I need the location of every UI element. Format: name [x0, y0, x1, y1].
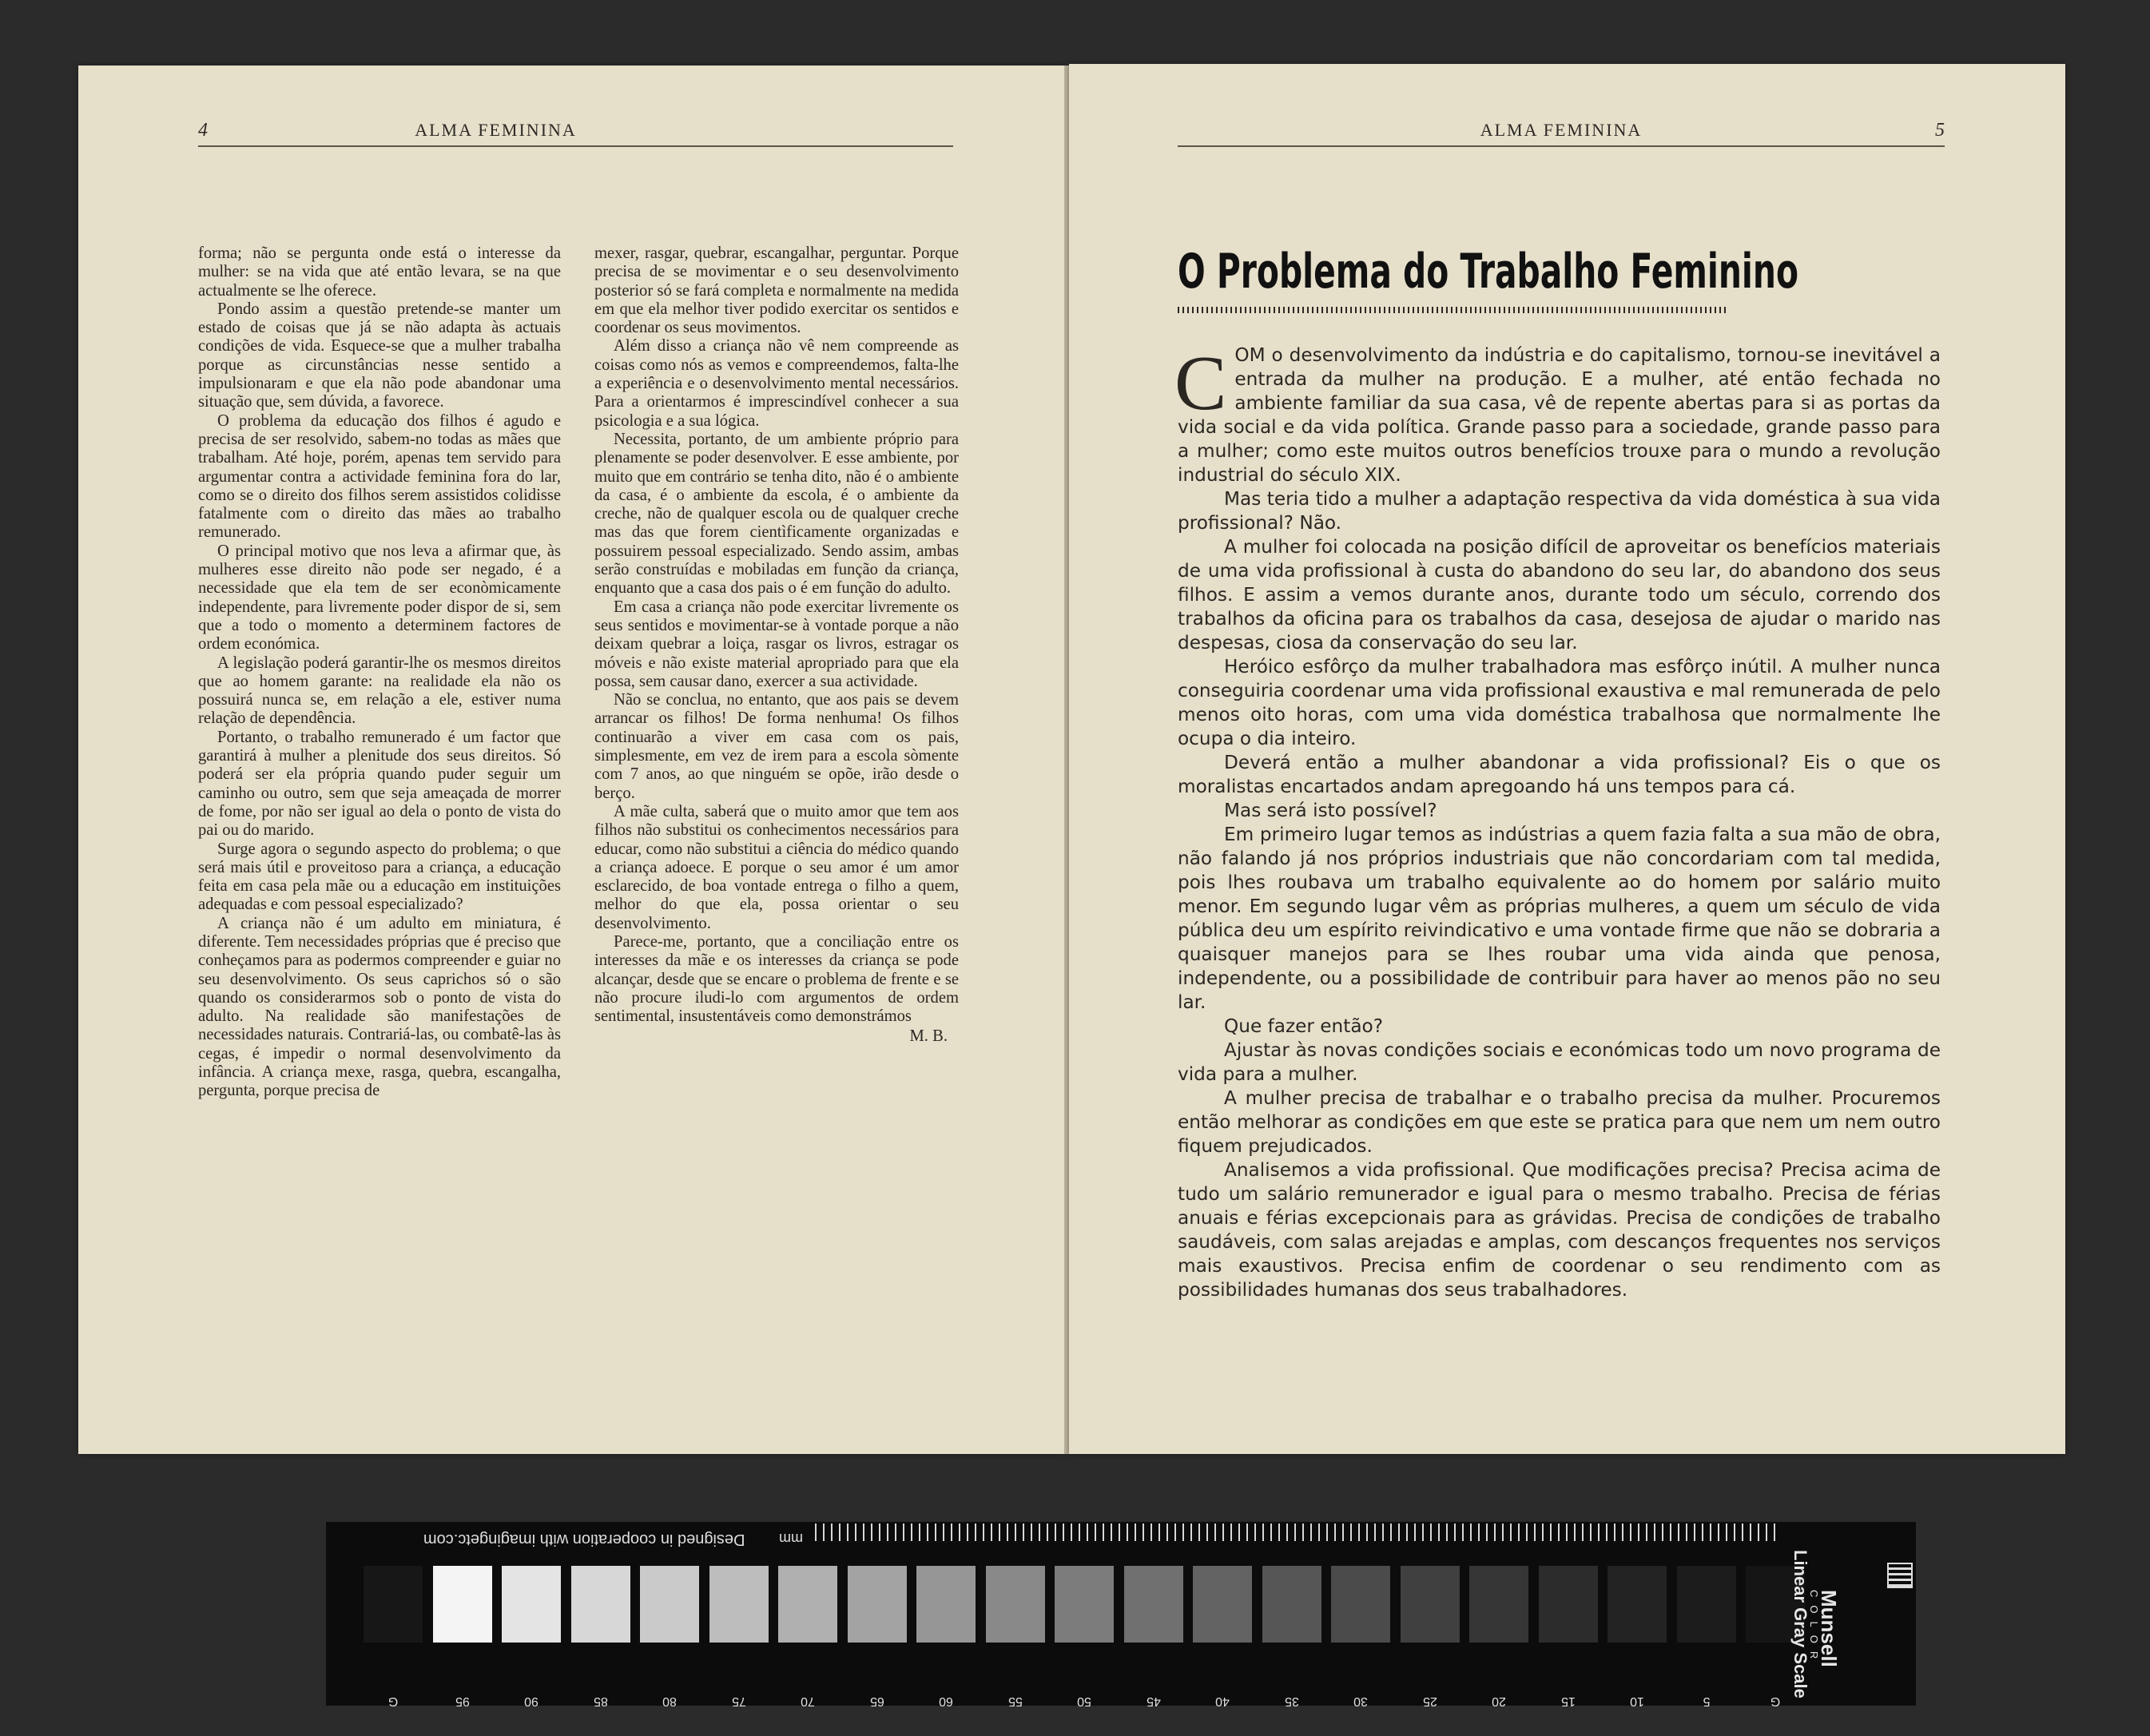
gray-patch [1539, 1566, 1598, 1643]
gray-patch [1055, 1566, 1114, 1643]
gray-patch [1401, 1566, 1460, 1643]
brand-name: Munsell [1817, 1590, 1841, 1667]
gray-patch [848, 1566, 907, 1643]
paragraph: Mas será isto possível? [1224, 800, 1437, 821]
right-running-head [1178, 120, 1945, 147]
paragraph: forma; não se pergunta onde está o interesse da mulher: se na vida que até então levara, se na que actualmente se lhe oferece. [198, 244, 561, 300]
gray-patch-label: 5 [1703, 1694, 1710, 1708]
author-signature: M. B. [909, 1027, 948, 1046]
paragraph [1174, 340, 1941, 487]
paragraph: mexer, rasgar, quebrar, escangalhar, perguntar. Porque precisa de se movimentar e o seu desenvolvimento posterior só se fará completa e normalmente na medida em que ela melhor tiver podido exercitar os sentidos e coordenar os seus movimentos. [594, 244, 959, 337]
paragraph: Analisemos a vida profissional. Que modificações precisa? Precisa acima de tudo um salário remunerador e igual para o mesmo trabalho. Precisa de férias anuais e férias excepcionais para as grávidas. Precisa de condições de trabalho saudáveis, com salas arejadas e amplas, com descanços frequentes nos serviços mais exaustivos. Precisa enfim de coordenar o seu rendimento com as possibilidades humanas dos seus trabalhadores. [1178, 1159, 1941, 1301]
paragraph: Heróico esfôrço da mulher trabalhadora mas esfôrço inútil. A mulher nunca conseguiria coordenar uma vida profissional exaustiva e mal remunerada de pelo menos oito horas, com uma vida doméstica trabalhosa que normalmente lhe ocupa o dia inteiro. [1178, 656, 1941, 749]
scale-name: Linear Gray Scale [1790, 1550, 1810, 1698]
gray-patch-label: 50 [1077, 1694, 1091, 1708]
gray-patch [640, 1566, 699, 1643]
gray-patch [1193, 1566, 1252, 1643]
gray-patch-label: 65 [869, 1694, 884, 1708]
gray-patch-label: 60 [939, 1694, 953, 1708]
right-running-title: ALMA FEMININA [1480, 120, 1643, 140]
gray-patch [433, 1566, 492, 1643]
card-credit: Designed in cooperation with imagingetc.com [423, 1531, 745, 1548]
gray-patch-label: 35 [1284, 1694, 1299, 1708]
gray-patch [709, 1566, 769, 1643]
gray-patch [1262, 1566, 1321, 1643]
gray-patch-label: 85 [593, 1694, 608, 1708]
paragraph: A mulher foi colocada na posição difícil de aproveitar os benefícios materiais de uma vida profissional à custa do abandono do seu lar, do abandono dos seus filhos. E assim a vemos durante anos, durante todo um século, correndo dos trabalhos da oficina para os trabalhos da casa, desejosa de ajudar o marido nas despesas, ciosa da conservação do seu lar. [1178, 536, 1941, 653]
ruler-unit: mm [779, 1531, 803, 1547]
paragraph: O problema da educação dos filhos é agudo e precisa de ser resolvido, sabem-no todas as mães que trabalham. Até hoje, porém, apenas tem servido para argumentar contra a actividade feminina fora do lar, como se o direito dos filhos serem assistidos colidisse fatalmente com o direito das mães ao trabalho remunerado. [198, 411, 561, 542]
paragraph: Em casa a criança não pode exercitar livremente os seus sentidos e movimentar-se à vontade porque a não deixam quebrar a loiça, rasgar os livros, estragar os móveis e não existe material apropriado para que ela possa, sem causar dano, exercer a sua actividade. [594, 598, 959, 690]
gray-patch [1469, 1566, 1528, 1643]
gray-patch [1608, 1566, 1667, 1643]
gray-patch [1677, 1566, 1736, 1643]
gray-patch-label: 45 [1146, 1694, 1161, 1708]
gray-patch [986, 1566, 1045, 1643]
paragraph: Em primeiro lugar temos as indústrias a quem fazia falta a sua mão de obra, não falando já nos próprios industriais que não concordariam com tal medida, pois lhes roubava um trabalho equivalente ao do homem por salário muito menor. Em segundo lugar vêm as próprias mulheres, a quem um século de vida pública deu um espírito reivindicativo e uma vontade firme que não se dobraria a quaisquer manejos para se lhes roubar uma vida ainda que penosa, independente, ou a possibilidade de contribuir para haver ao menos pão no seu lar. [1178, 824, 1941, 1013]
right-page-number: 5 [1935, 120, 1945, 141]
gray-patch-label: 25 [1422, 1694, 1437, 1708]
gray-patch-label: G [1770, 1694, 1781, 1708]
gray-patch-label: 80 [662, 1694, 677, 1708]
article-title: O Problema do Trabalho Feminino [1178, 244, 1798, 300]
munsell-brand [1790, 1550, 1910, 1702]
gray-patch-label: G [387, 1694, 399, 1708]
gray-patch [502, 1566, 561, 1643]
left-column-2 [594, 244, 959, 1047]
gray-patch [778, 1566, 837, 1643]
munsell-logo-icon [1887, 1563, 1913, 1588]
paragraph: A mulher precisa de trabalhar e o trabalho precisa da mulher. Procuremos então melhorar as condições em que este se pratica para que nem um nem outro fiquem prejudicados. [1178, 1087, 1941, 1157]
gray-patch [1124, 1566, 1183, 1643]
paragraph: O principal motivo que nos leva a afirmar que, às mulheres esse direito não pode ser negado, é a necessidade que ela tem de ser econòmicamente independente, para livremente poder dispor de si, sem que a todo o momento a determinem factores de ordem económica. [198, 542, 561, 653]
gray-patch-label: 20 [1492, 1694, 1506, 1708]
lead-text: OM o desenvolvimento da indústria e do capitalismo, tornou-se inevitável a entrada da mulher na produção. E a mulher, até então fechada no ambiente familiar da sua casa, vê de repente abertas para si as portas da vida social e da vida política. Grande passo para a sociedade, grande passo para a mulher; como este muitos outros benefícios trouxe para o mundo a revolução industrial do século XIX. [1178, 344, 1941, 486]
mm-ruler [815, 1523, 1778, 1541]
paragraph: Pondo assim a questão pretende-se manter um estado de coisas que já se não adapta às actuais condições de vida. Esquece-se que a mulher trabalha porque as circunstâncias nesse sentido a impulsionaram e que ela não pode abandonar uma situação que, sem dúvida, a favorece. [198, 300, 561, 411]
gray-patch-label: 75 [731, 1694, 746, 1708]
paragraph: Parece-me, portanto, que a conciliação entre os interesses da mãe e os interesses da criança se pode alcançar, desde que se encare o problema de frente e se não procure iludi-lo com argumentos de ordem sentimental, insustentáveis como demonstrámos [594, 932, 959, 1026]
gray-patch [571, 1566, 630, 1643]
gray-patch-label: 55 [1007, 1694, 1023, 1708]
gray-patch [1331, 1566, 1390, 1643]
paragraph: A criança não é um adulto em miniatura, é diferente. Tem necessidades próprias que é preciso que conheçamos para as podermos compreender e guiar no seu desenvolvimento. Os seus caprichos só o são quando os considerarmos sob o ponto de vista do adulto. Na realidade são manifestações de necessidades naturais. Contrariá-las, ou combatê-las às cegas, é impedir o normal desenvolvimento da infância. A criança mexe, rasga, quebra, escangalha, pergunta, porque precisa de [198, 914, 561, 1100]
gray-patch-label: 30 [1353, 1694, 1368, 1708]
gray-patch [916, 1566, 976, 1643]
drop-cap: C [1174, 340, 1227, 427]
gray-patch-label: 95 [455, 1694, 470, 1708]
gray-patch-label: 70 [801, 1694, 815, 1708]
paragraph: Não se conclua, no entanto, que aos pais se devem arrancar os filhos! De forma nenhuma! Os filhos continuarão a viver em casa com os pais, simplesmente, em vez de irem para a escola sòmente com 7 anos, ao que ninguém se opõe, irão desde o berço. [594, 691, 959, 802]
gray-patch-label: 90 [524, 1694, 538, 1708]
paragraph: Surge agora o segundo aspecto do problema; o que será mais útil e proveitoso para a criança, a educação feita em casa pela mãe ou a educação em instituições adequadas e com pessoal especializado? [198, 840, 561, 914]
left-column-1 [198, 244, 561, 1101]
paragraph: A legislação poderá garantir-lhe os mesmos direitos que ao homem garante: na realidade ela não os possuirá nunca se, em relação a ele, estiver numa relação de dependência. [198, 653, 561, 728]
left-running-title: ALMA FEMININA [415, 120, 577, 140]
gray-patch-label: 10 [1630, 1694, 1644, 1708]
left-running-head [198, 120, 953, 147]
paragraph: Além disso a criança não vê nem compreende as coisas como nós as vemos e compreendemos, falta-lhe a experiência e o desenvolvimento mental necessários. Para a orientarmos é imprescindível conhecer a sua psicologia e a sua lógica. [594, 337, 959, 430]
paragraph: Que fazer então? [1224, 1015, 1384, 1037]
gray-patch [364, 1566, 423, 1643]
brand-sub: COLOR [1808, 1590, 1820, 1667]
left-page-number: 4 [198, 120, 208, 141]
paragraph: Deverá então a mulher abandonar a vida profissional? Eis o que os moralistas encartados andam apregoando há uns tempos para cá. [1178, 752, 1941, 797]
paragraph: Necessita, portanto, de um ambiente próprio para plenamente se poder desenvolver. E esse ambiente, por muito que em contrário se tenha dito, não é o ambiente da casa, é o ambiente da escola, é o ambiente da creche, não de qualquer escola ou de qualquer creche mas das que forem cientìficamente organizadas e possuirem pessoal especializado. Sendo assim, ambas serão construídas e mobiladas em função da criança, enquanto que a casa dos pais o é em função do adulto. [594, 430, 959, 598]
right-article-body [1174, 340, 1941, 1302]
paragraph: Mas teria tido a mulher a adaptação respectiva da vida doméstica à sua vida profissional? Não. [1178, 488, 1941, 534]
title-underline-rule [1178, 307, 1729, 313]
gray-patch-label: 15 [1560, 1694, 1576, 1708]
paragraph: Ajustar às novas condições sociais e económicas todo um novo programa de vida para a mulher. [1178, 1039, 1941, 1085]
gray-patch-label: 40 [1215, 1694, 1230, 1708]
paragraph: Portanto, o trabalho remunerado é um factor que garantirá à mulher a plenitude dos seus direitos. Só poderá ser ela própria quando puder seguir um caminho ou outro, sem que seja ameaçada de morrer de fome, por não ser igual ao dela o ponto de vista do pai ou do marido. [198, 728, 561, 840]
paragraph: A mãe culta, saberá que o muito amor que tem aos filhos não substitui os conhecimentos necessários para educar, como não substitui a ciência do médico quando a criança adoece. E porque o seu amor é um amor esclarecido, de boa vontade entrega o filho a quem, melhor do que ela, possa orientar o seu desenvolvimento. [594, 802, 959, 932]
